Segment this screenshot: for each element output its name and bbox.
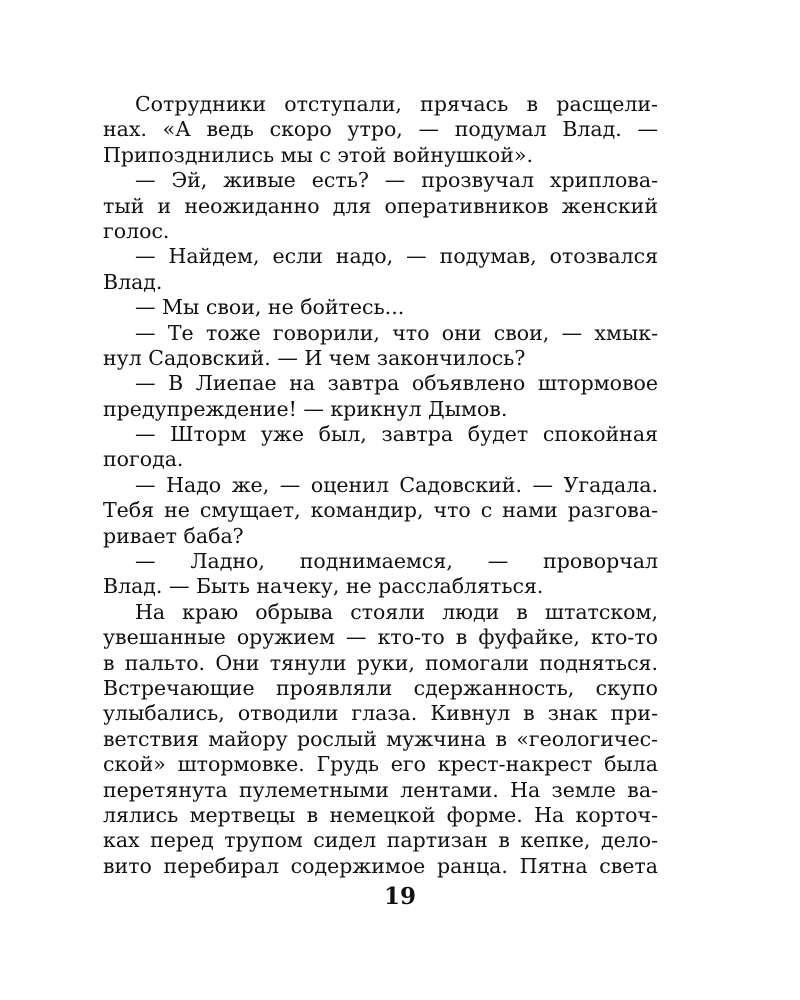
text-line: погода. <box>103 447 184 472</box>
text-line: — Шторм уже был, завтра будет спокойная <box>135 422 658 447</box>
text-line: — Мы свои, не бойтесь... <box>135 295 405 320</box>
text-line: ках перед трупом сидел партизан в кепке, дело- <box>103 828 658 853</box>
text-line: — Эй, живые есть? — прозвучал хриплова- <box>135 168 658 193</box>
text-line: Встречающие проявляли сдержанность, скупо <box>103 675 658 700</box>
text-line: вито перебирал содержимое ранца. Пятна света <box>103 853 658 878</box>
text-line: ривает баба? <box>103 523 244 548</box>
text-line: перетянута пулеметными лентами. На земле ва- <box>103 777 658 802</box>
text-line: Влад. — Быть начеку, не расслабляться. <box>103 574 544 599</box>
text-line: — Надо же, — оценил Садовский. — Угадала. <box>135 472 658 497</box>
text-line: Сотрудники отступали, прячась в расщели- <box>135 92 658 116</box>
text-line: нул Садовский. — И чем закончилось? <box>103 345 526 370</box>
text-line: Тебя не смущает, командир, что с нами разгова- <box>103 498 658 523</box>
text-line: предупреждение! — крикнул Дымов. <box>103 396 508 421</box>
text-line: ветствия майору рослый мужчина в «геологичес- <box>103 726 658 751</box>
page-text-body <box>103 92 658 879</box>
text-line: На краю обрыва стояли люди в штатском, <box>135 599 658 624</box>
text-line: ской» штормовке. Грудь его крест-накрест была <box>103 752 658 777</box>
page-number: 19 <box>383 883 416 910</box>
text-line: Припозднились мы с этой войнушкой». <box>103 142 533 167</box>
text-line: — Ладно, поднимаемся, — проворчал <box>135 549 658 574</box>
text-line: тый и неожиданно для оперативников женский <box>103 193 658 218</box>
text-line: Влад. <box>103 269 163 294</box>
text-line: нах. «А ведь скоро утро, — подумал Влад. — <box>103 117 658 142</box>
text-line: — В Лиепае на завтра объявлено штормовое <box>135 371 658 396</box>
text-line: — Те тоже говорили, что они свои, — хмык- <box>135 320 658 345</box>
text-line: — Найдем, если надо, — подумав, отозвался <box>135 244 658 269</box>
text-line: улыбались, отводили глаза. Кивнул в знак при- <box>103 701 658 726</box>
text-line: лялись мертвецы в немецкой форме. На корточ- <box>103 802 658 827</box>
text-line: увешанные оружием — кто-то в фуфайке, кто-то <box>103 625 658 650</box>
text-line: в пальто. Они тянули руки, помогали подняться. <box>103 650 658 675</box>
text-line: голос. <box>103 218 170 243</box>
